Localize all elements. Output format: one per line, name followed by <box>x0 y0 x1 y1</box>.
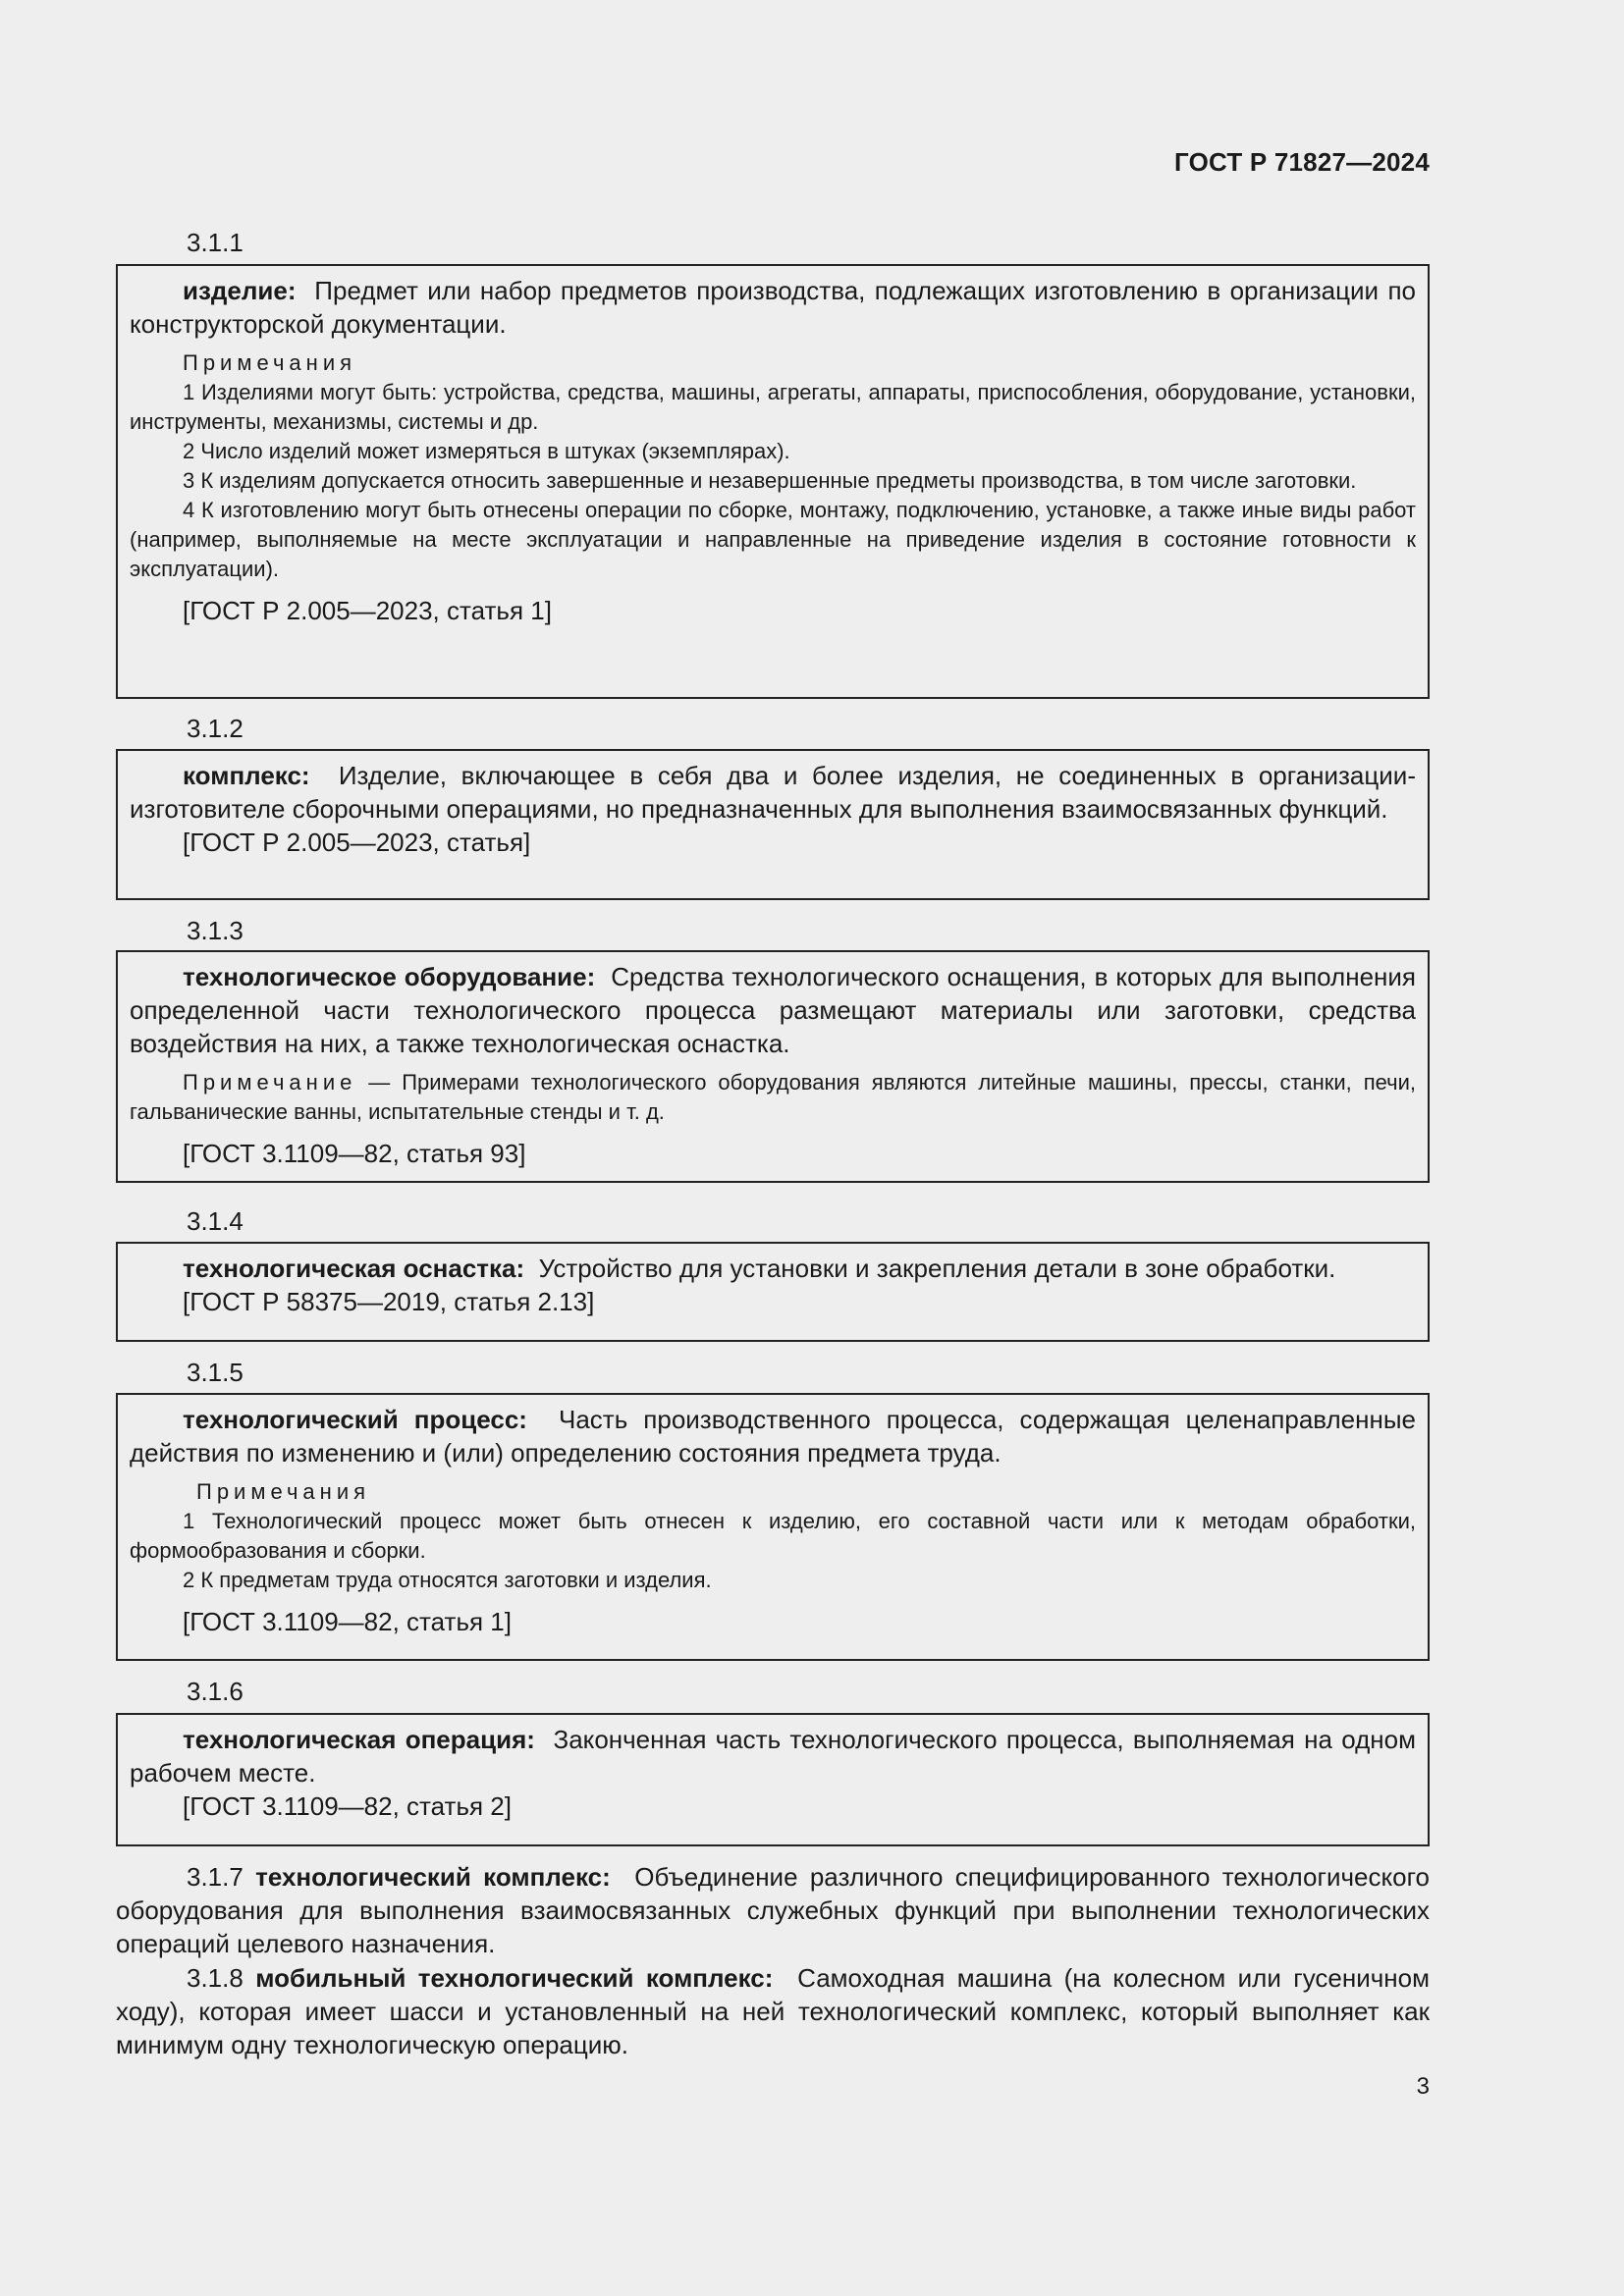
term-definition <box>130 1723 1416 1789</box>
term-box <box>116 264 1430 699</box>
term-paragraph <box>116 1961 1430 2061</box>
notes-heading: Примечания <box>196 1479 371 1504</box>
notes-heading: Примечания <box>183 350 357 375</box>
term-label: изделие: <box>183 276 297 305</box>
entry-number: 3.1.6 <box>187 1677 244 1706</box>
term-source: [ГОСТ 3.1109—82, статья 2] <box>183 1791 512 1821</box>
note-item: 1 Изделиями могут быть: устройства, средства, машины, агрегаты, аппараты, приспособления, оборудование, установки, инструменты, механизмы, системы и др. <box>130 380 1416 434</box>
term-label: комплекс: <box>183 761 310 790</box>
definition-text: Самоходная машина (на колесном или гусеничном ходу), которая имеет шасси и установленный на ней технологический комплекс, который выполняет как минимум одну технологическую операцию. <box>116 1963 1430 2059</box>
term-definition <box>130 759 1416 826</box>
term-definition <box>130 960 1416 1060</box>
definition-text: Объединение различного специфицированного технологического оборудования для выполнения взаимосвязанных служебных функций при выполнении технологических операций целевого назначения. <box>116 1862 1430 1958</box>
term-source: [ГОСТ Р 58375—2019, статья 2.13] <box>183 1287 595 1316</box>
entry-number: 3.1.1 <box>187 228 244 257</box>
term-box <box>116 1393 1430 1661</box>
page-number: 3 <box>1416 2073 1430 2100</box>
definition-text: Часть производственного процесса, содержащая целенаправленные действия по изменению и (или) определению состояния предмета труда. <box>130 1405 1416 1468</box>
term-definition <box>130 1252 1416 1285</box>
term-label: технологическая оснастка: <box>183 1254 525 1283</box>
definition-text: Законченная часть технологического процесса, выполняемая на одном рабочем месте. <box>130 1725 1417 1788</box>
entry-number: 3.1.4 <box>187 1206 244 1236</box>
entry-number: 3.1.2 <box>187 714 244 743</box>
term-box <box>116 950 1430 1183</box>
entry-number: 3.1.7 <box>187 1862 244 1892</box>
note-label: Примечание <box>183 1070 357 1095</box>
entry-number: 3.1.3 <box>187 916 244 945</box>
definition-text: Средства технологического оснащения, в которых для выполнения определенной части технологического процесса размещают материалы или заготовки, средства воздействия на них, а также технологическая оснастка. <box>130 962 1416 1058</box>
term-box <box>116 1242 1430 1342</box>
term-box <box>116 1713 1430 1846</box>
note-item: 1 Технологический процесс может быть отнесен к изделию, его составной части или к методам обработки, формообразования и сборки. <box>130 1509 1416 1563</box>
entry-number: 3.1.8 <box>187 1963 244 1993</box>
note-item: 2 К предметам труда относятся заготовки и изделия. <box>183 1568 712 1592</box>
term-source: [ГОСТ 3.1109—82, статья 93] <box>183 1139 526 1168</box>
term-label: технологический комплекс: <box>255 1862 611 1892</box>
definition-text: Предмет или набор предметов производства, подлежащих изготовлению в организации по конструкторской документации. <box>130 276 1416 339</box>
entry-number: 3.1.5 <box>187 1358 244 1387</box>
term-source: [ГОСТ Р 2.005—2023, статья 1] <box>183 596 552 625</box>
note-item: 4 К изготовлению могут быть отнесены операции по сборке, монтажу, подключению, установке, а также иные виды работ (например, выполняемые на месте эксплуатации и направленные на приведение изделия в состояние готовности к эксплуатации). <box>130 498 1416 581</box>
definition-text: Изделие, включающее в себя два и более изделия, не соединенных в организации-изготовителе сборочными операциями, но предназначенных для выполнения взаимосвязанных функций. <box>130 761 1416 824</box>
term-label: технологическая операция: <box>183 1725 535 1754</box>
document-header: ГОСТ Р 71827—2024 <box>1174 147 1430 177</box>
note-item: 2 Число изделий может измеряться в штуках (экземплярах). <box>183 439 790 463</box>
term-definition <box>130 1403 1416 1469</box>
note-item <box>130 1068 1416 1127</box>
term-source: [ГОСТ 3.1109—82, статья 1] <box>183 1607 512 1636</box>
term-label: мобильный технологический комплекс: <box>255 1963 774 1993</box>
term-box <box>116 749 1430 900</box>
definition-text: Устройство для установки и закрепления детали в зоне обработки. <box>538 1254 1336 1283</box>
note-text: — Примерами технологического оборудования являются литейные машины, прессы, станки, печи, гальванические ванны, испытательные стенды и т. д. <box>130 1070 1416 1124</box>
term-definition <box>130 274 1416 341</box>
term-label: технологический процесс: <box>183 1405 527 1434</box>
term-label: технологическое оборудование: <box>183 962 596 991</box>
note-item: 3 К изделиям допускается относить завершенные и незавершенные предметы производства, в том числе заготовки. <box>183 468 1357 493</box>
term-paragraph <box>116 1860 1430 1960</box>
term-source: [ГОСТ Р 2.005—2023, статья] <box>183 828 531 857</box>
